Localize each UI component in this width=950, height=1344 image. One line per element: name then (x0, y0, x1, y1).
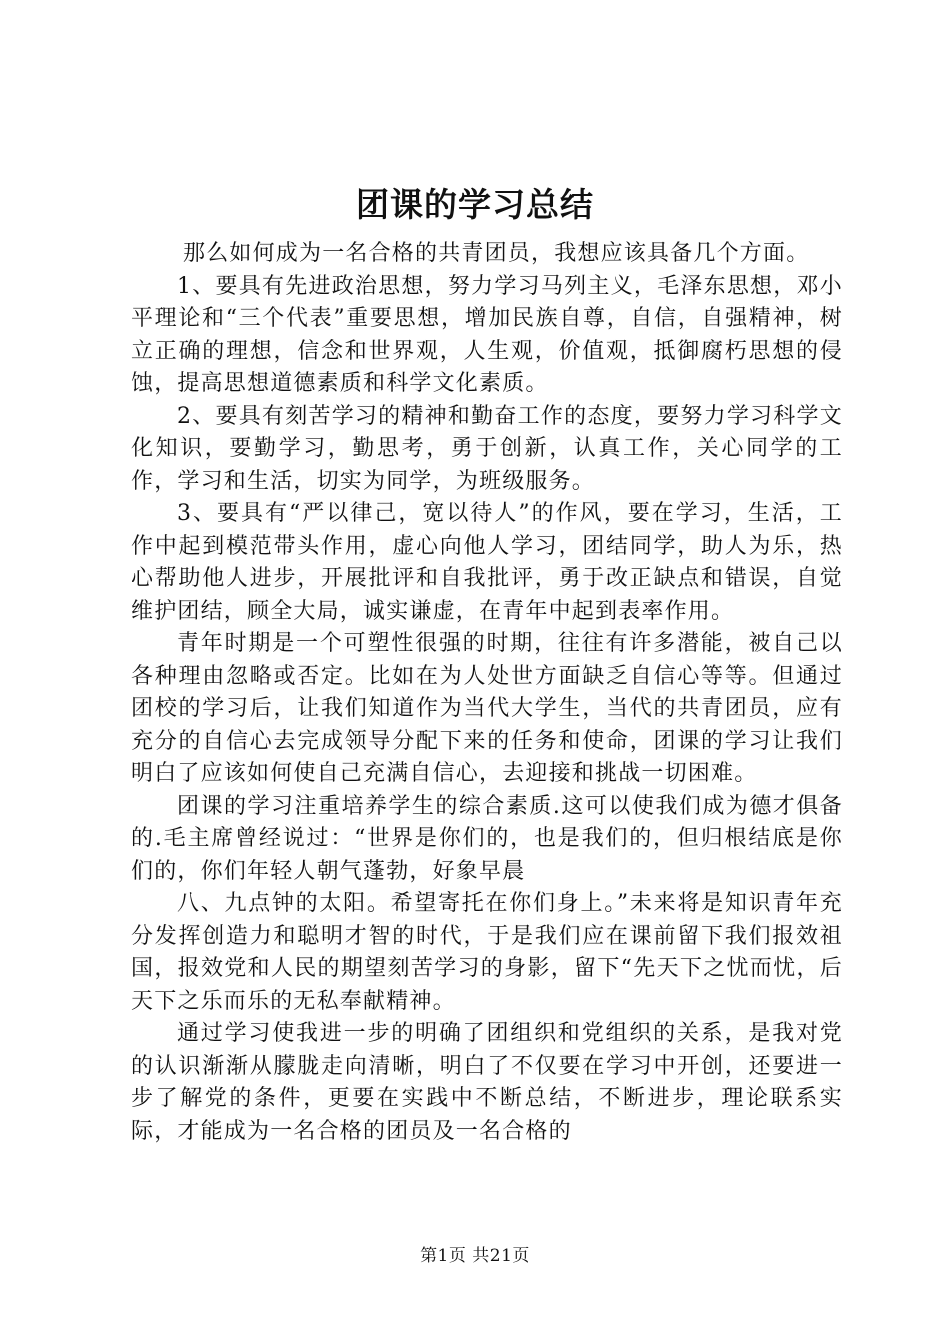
document-body (131, 238, 843, 1148)
paragraph-quality: 团课的学习注重培养学生的综合素质.这可以使我们成为德才俱备的.毛主席曾经说过：“世界是你们的，也是我们的，但归根结底是你们的，你们年轻人朝气蓬勃，好象早晨 (131, 793, 843, 884)
paragraph-youth: 青年时期是一个可塑性很强的时期，往往有许多潜能，被自己以各种理由忽略或否定。比如在为人处世方面缺乏自信心等等。但通过团校的学习后，让我们知道作为当代大学生，当代的共青团员，应有充分的自信心去完成领导分配下来的任务和使命，团课的学习让我们明白了应该如何使自己充满自信心，去迎接和挑战一切困难。 (131, 631, 843, 786)
paragraph-point-1: 1、要具有先进政治思想，努力学习马列主义，毛泽东思想，邓小平理论和“三个代表”重要思想，增加民族自尊，自信，自强精神，树立正确的理想，信念和世界观，人生观，价值观，抵御腐朽思想的侵蚀，提高思想道德素质和科学文化素质。 (131, 273, 843, 396)
document-title: 团课的学习总结 (356, 185, 594, 224)
paragraph-intro: 那么如何成为一名合格的共青团员，我想应该具备几个方面。 (183, 241, 810, 266)
paragraph-point-2: 2、要具有刻苦学习的精神和勤奋工作的态度，要努力学习科学文化知识，要勤学习，勤思考，勇于创新，认真工作，关心同学的工作，学习和生活，切实为同学，为班级服务。 (131, 403, 843, 494)
paragraph-point-3: 3、要具有“严以律己，宽以待人”的作风，要在学习，生活，工作中起到模范带头作用，虚心向他人学习，团结同学，助人为乐，热心帮助他人进步，开展批评和自我批评，勇于改正缺点和错误，自觉维护团结，顾全大局，诚实谦虚，在青年中起到表率作用。 (131, 501, 843, 624)
paragraph-party: 通过学习使我进一步的明确了团组织和党组织的关系，是我对党的认识渐渐从朦胧走向清晰，明白了不仅要在学习中开创，还要进一步了解党的条件，更要在实践中不断总结，不断进步，理论联系实际，才能成为一名合格的团员及一名合格的 (131, 1021, 843, 1144)
page-number-footer: 第1页 共21页 (420, 1246, 530, 1266)
paragraph-sun: 八、九点钟的太阳。希望寄托在你们身上。”未来将是知识青年充分发挥创造力和聪明才智的时代，于是我们应在课前留下我们报效祖国，报效党和人民的期望刻苦学习的身影，留下“先天下之忧而忧，后天下之乐而乐的无私奉献精神。 (131, 891, 843, 1014)
